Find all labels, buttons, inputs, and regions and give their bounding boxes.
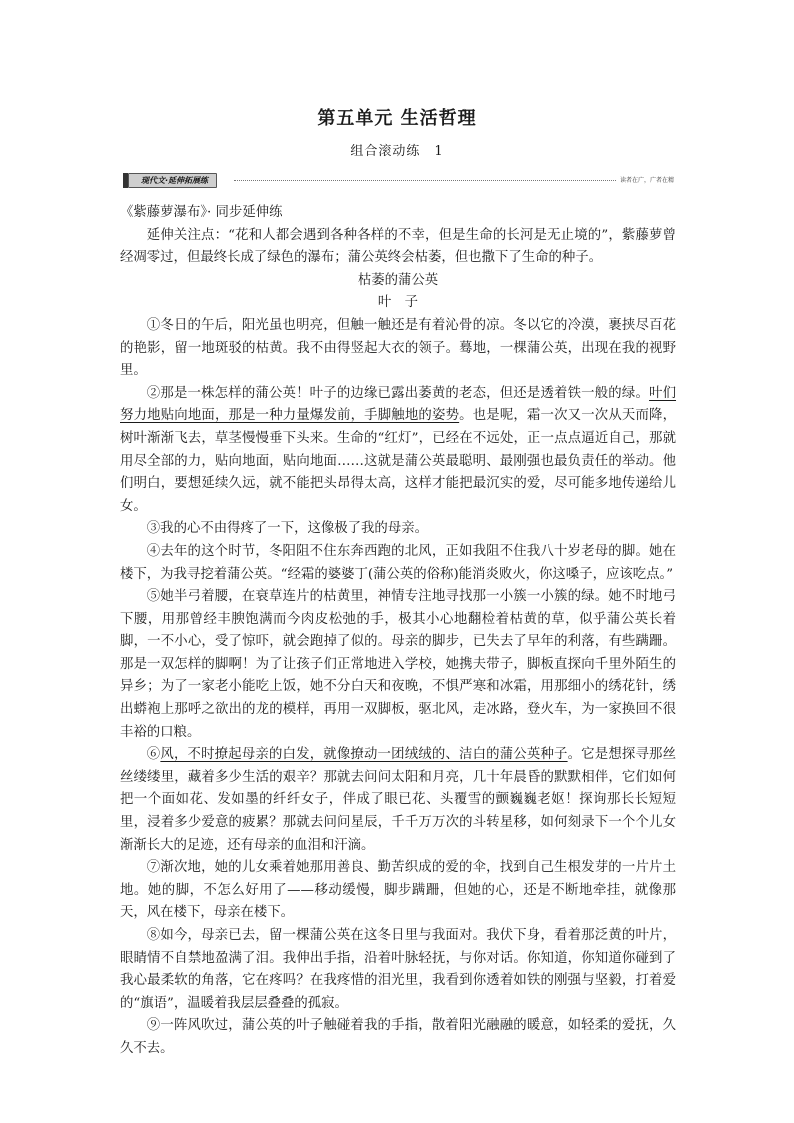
paragraph-8: ⑧如今，母亲已去，留一棵蒲公英在这冬日里与我面对。我伏下身，看着那泛黄的叶片，眼睛情不自禁地盈满了泪。我伸出手指，沿着叶脉轻抚，与你对话。你知道，你知道你碰到了我心最柔软的角落，它在疼吗？在我疼惜的泪光里，我看到你透着如铁的刚强与坚毅，打着爱的“旗语”，温暖着我层层叠叠的孤寂。 [120, 928, 676, 1011]
paragraph-4: ④去年的这个时节，冬阳阻不住东奔西跑的北风，正如我阻不住我八十岁老母的脚。她在楼下，为我寻挖着蒲公英。“经霜的婆婆丁(蒲公英的俗称)能消炎败火，你这嗓子，应该吃点。” [120, 543, 676, 582]
article-author: 叶 子 [377, 295, 419, 311]
paragraph-9: ⑨一阵风吹过，蒲公英的叶子触碰着我的手指，散着阳光融融的暖意，如轻柔的爱抚，久久不去。 [120, 1018, 676, 1056]
paragraph-1: ①冬日的午后，阳光虽也明亮，但触一触还是有着沁骨的凉。冬以它的冷漠，裹挟尽百花的艳影，留一地斑驳的枯黄。我不由得竖起大衣的领子。蓦地，一棵蒲公英，出现在我的视野里。 [120, 317, 676, 379]
banner-motto: 读者在广，广者在精 [619, 177, 674, 184]
article-title: 枯萎的蒲公英 [357, 272, 439, 288]
intro-note: 延伸关注点：“花和人都会遇到各种各样的不幸，但是生命的长河是无止境的”，紫藤萝曾经凋零过，但最终长成了绿色的瀑布；蒲公英终会枯萎，但也撒下了生命的种子。 [120, 227, 676, 266]
paragraph-5: ⑤她半弓着腰，在衰草连片的枯黄里，神情专注地寻找那一小簇一小簇的绿。她不时地弓下腰，用那曾经丰腴饱满而今肉皮松弛的手，极其小心地翻检着枯黄的草，似乎蒲公英长着脚，一不小心，受了惊吓，就会跑掉了似的。母亲的脚步，已失去了早年的利落，有些蹒跚。那是一双怎样的脚啊！为了让孩子们正常地进入学校，她携夫带子，脚板直探向千里外陌生的异乡；为了一家老小能吃上饭，她不分白天和夜晚，不惧严寒和冰霜，用那细小的绣花针，绣出蟒袍上那呼之欲出的龙的模样，再用一双脚板，驱北风，走冰路，登火车，为一家换回不很丰裕的口粮。 [120, 589, 676, 740]
underlined-sentence-2: 风，不时撩起母亲的白发，就像撩动一团绒绒的、洁白的蒲公英种子 [160, 747, 568, 763]
banner-divider [234, 180, 616, 181]
paragraph-2-text-b: 。也是呢，霜一次又一次从天而降，树叶渐渐飞去，草茎慢慢垂下头来。生命的“红灯”，已经在不远处，正一点点逼近自己，那就用尽全部的力，贴向地面，贴向地面……这就是蒲公英最聪明、最刚强也最负责任的举动。他们明白，要想延续久远，就不能把头昂得太高，这样才能把最沉实的爱，尽可能多地传递给儿女。 [120, 408, 677, 514]
paragraph-2 [120, 383, 676, 519]
paragraph-7: ⑦渐次地，她的儿女乘着她那用善良、勤苦织成的爱的伞，找到自己生根发芽的一片片土地。她的脚，不怎么好用了——移动缓慢，脚步蹒跚，但她的心，还是不断地牵挂，就像那天，风在楼下，母亲在楼下。 [120, 860, 676, 921]
section-banner [122, 172, 674, 188]
paragraph-6 [120, 744, 676, 857]
intro-heading: 《紫藤萝瀑布》· 同步延伸练 [120, 205, 283, 220]
exercise-subtitle: 组合滚动练 1 [350, 144, 444, 159]
paragraph-6-text: 。它是想探寻那丝丝缕缕里，藏着多少生活的艰辛？那就去问问太阳和月亮，几十年晨昏的默默相伴，它们如何把一个面如花、发如墨的纤纤女子，伴成了眼已花、头覆雪的颤巍巍老妪！探询那长长短短里，浸着多少爱意的疲累？那就去问问星辰，千千万万次的斗转星移，如何刻录下一个个儿女渐渐长大的足迹，还有母亲的血泪和汗滴。 [120, 747, 677, 853]
paragraph-6-number: ⑥ [146, 747, 161, 763]
unit-title: 第五单元 生活哲理 [317, 108, 477, 129]
paragraph-3: ③我的心不由得疼了一下，这像极了我的母亲。 [146, 521, 428, 537]
underlined-sentence-1: 叶们努力地贴向地面，那是一种力量爆发前，手脚触地的姿势 [120, 385, 677, 424]
banner-label: 现代文·延伸拓展练 [128, 173, 217, 188]
article-body [120, 202, 676, 1061]
paragraph-2-text-a: ②那是一株怎样的蒲公英！叶子的边缘已露出萎黄的老态，但还是透着铁一般的绿。 [146, 385, 650, 401]
